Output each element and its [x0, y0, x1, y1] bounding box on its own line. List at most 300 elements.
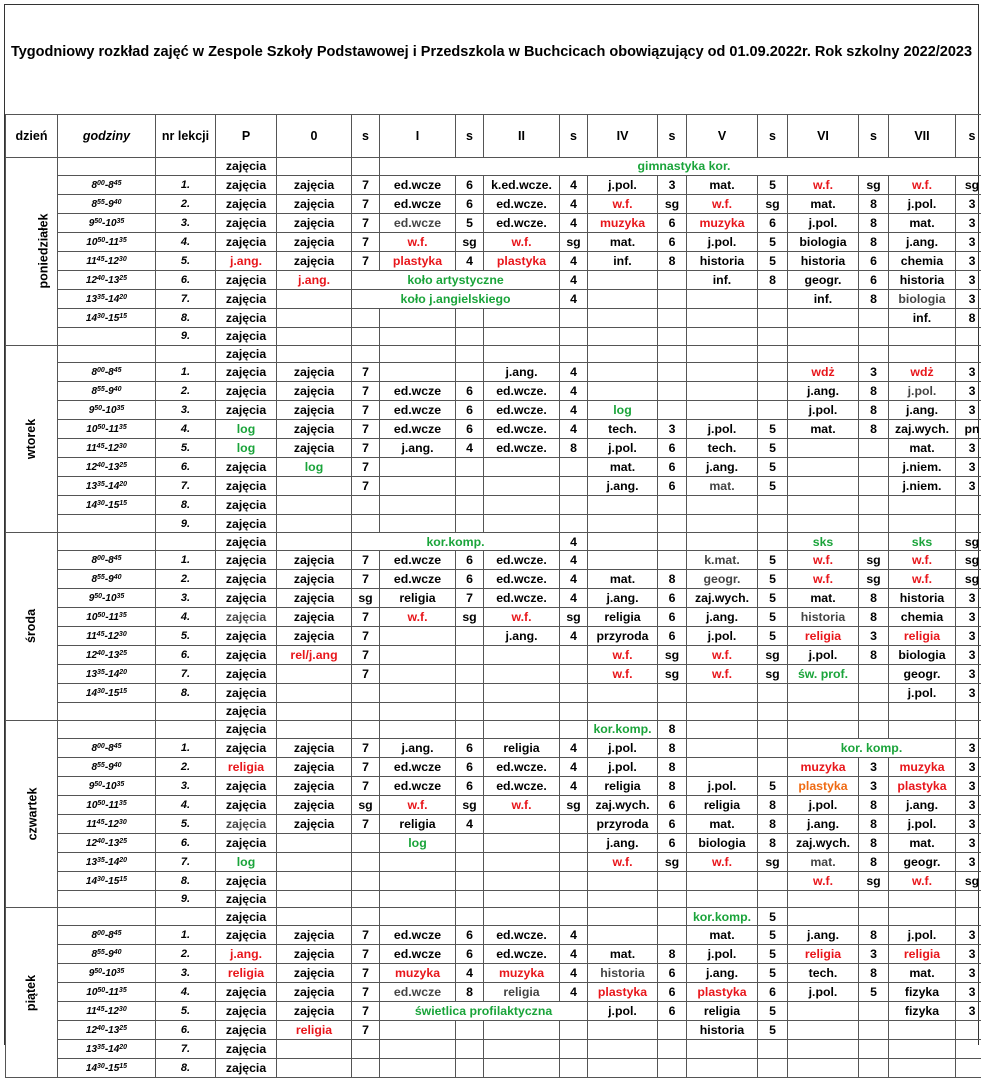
schedule-cell: zajęcia [277, 232, 352, 251]
empty-cell [588, 871, 658, 890]
column-header: V [687, 115, 758, 158]
schedule-cell: religia [687, 795, 758, 814]
schedule-cell: j.ang. [788, 814, 859, 833]
empty-cell [758, 363, 788, 382]
schedule-cell: religia [484, 738, 560, 757]
schedule-cell: gimnastyka kor. [380, 158, 981, 176]
schedule-cell: 8 [658, 720, 687, 738]
schedule-cell: sg [859, 871, 889, 890]
lesson-time: $11^{45}-12^{30}$ [58, 814, 156, 833]
schedule-cell: tech. [687, 439, 758, 458]
lesson-time: $8^{00}-8^{45}$ [58, 550, 156, 569]
schedule-cell: zajęcia [277, 213, 352, 232]
empty-cell [658, 515, 687, 533]
schedule-cell: tech. [788, 964, 859, 983]
schedule-cell: sks [889, 533, 956, 551]
empty-cell [758, 702, 788, 720]
schedule-cell [588, 270, 658, 289]
schedule-cell: ed.wcze [380, 569, 456, 588]
schedule-cell: ed.wcze [380, 983, 456, 1002]
empty-cell [889, 515, 956, 533]
empty-cell [560, 683, 588, 702]
empty-cell [859, 702, 889, 720]
table-row [6, 720, 981, 738]
empty-cell [484, 683, 560, 702]
empty-cell [658, 702, 687, 720]
schedule-cell: 7 [352, 645, 380, 664]
schedule-cell: geogr. [889, 852, 956, 871]
lesson-number: 4. [156, 983, 216, 1002]
schedule-cell: 8 [859, 213, 889, 232]
schedule-cell: 4 [560, 738, 588, 757]
lesson-number: 8. [156, 496, 216, 515]
empty-cell [484, 664, 560, 683]
schedule-cell: 6 [456, 175, 484, 194]
empty-cell [788, 477, 859, 496]
empty-cell [859, 720, 889, 738]
schedule-cell: log [216, 852, 277, 871]
schedule-cell: mat. [687, 926, 758, 945]
empty-cell [277, 308, 352, 327]
empty-cell [380, 702, 456, 720]
schedule-cell: w.f. [788, 569, 859, 588]
schedule-cell: j.ang. [216, 945, 277, 964]
schedule-cell: 4 [560, 401, 588, 420]
empty-cell [456, 477, 484, 496]
table-row [6, 645, 981, 664]
schedule-cell: zajęcia [277, 363, 352, 382]
schedule-cell: 7 [352, 213, 380, 232]
schedule-cell: 5 [758, 926, 788, 945]
empty-cell [588, 345, 658, 363]
schedule-cell: inf. [687, 270, 758, 289]
schedule-cell: 6 [658, 213, 687, 232]
schedule-cell: 6 [658, 795, 687, 814]
empty-cell [588, 533, 658, 551]
schedule-cell: zajęcia [216, 890, 277, 908]
column-header: s [456, 115, 484, 158]
schedule-cell: 7 [352, 983, 380, 1002]
schedule-cell: w.f. [788, 175, 859, 194]
schedule-cell: kor. komp. [788, 738, 956, 757]
lesson-time [58, 345, 156, 363]
lesson-number: 7. [156, 852, 216, 871]
schedule-cell: 4 [560, 569, 588, 588]
schedule-cell: zajęcia [216, 776, 277, 795]
schedule-cell: ed.wcze. [484, 420, 560, 439]
column-header: dzień [6, 115, 58, 158]
schedule-cell: 7 [352, 1021, 380, 1040]
schedule-cell: zajęcia [277, 194, 352, 213]
schedule-cell: j.ang. [788, 382, 859, 401]
empty-cell [687, 683, 758, 702]
schedule-cell: j.ang. [380, 738, 456, 757]
schedule-cell: 5 [758, 550, 788, 569]
schedule-cell: 8 [859, 607, 889, 626]
empty-cell [687, 345, 758, 363]
schedule-table [5, 114, 981, 1078]
schedule-cell: 4 [560, 983, 588, 1002]
schedule-cell: w.f. [889, 175, 956, 194]
schedule-cell: 4 [560, 363, 588, 382]
table-row [6, 1059, 981, 1078]
schedule-cell: inf. [788, 289, 859, 308]
schedule-cell: 8 [758, 795, 788, 814]
schedule-cell: zajęcia [277, 588, 352, 607]
empty-cell [277, 496, 352, 515]
empty-cell [456, 871, 484, 890]
lesson-time: $8^{00}-8^{45}$ [58, 926, 156, 945]
schedule-cell: sg [560, 607, 588, 626]
schedule-cell: ed.wcze [380, 420, 456, 439]
schedule-cell: zajęcia [216, 908, 277, 926]
schedule-cell: 3 [956, 270, 981, 289]
lesson-number: 2. [156, 569, 216, 588]
schedule-cell: 6 [658, 607, 687, 626]
table-row [6, 1040, 981, 1059]
empty-cell [658, 1040, 687, 1059]
lesson-number: 1. [156, 926, 216, 945]
table-row [6, 458, 981, 477]
table-row [6, 683, 981, 702]
schedule-cell: zajęcia [277, 776, 352, 795]
schedule-cell: mat. [588, 232, 658, 251]
schedule-cell: religia [216, 964, 277, 983]
schedule-cell: religia [788, 945, 859, 964]
table-row [6, 833, 981, 852]
schedule-cell: sg [352, 795, 380, 814]
empty-cell [560, 458, 588, 477]
schedule-cell: ed.wcze. [484, 776, 560, 795]
empty-cell [788, 458, 859, 477]
lesson-number: 1. [156, 175, 216, 194]
schedule-cell: 4 [560, 270, 588, 289]
schedule-cell: 5 [758, 458, 788, 477]
schedule-cell: ed.wcze. [484, 945, 560, 964]
empty-cell [788, 515, 859, 533]
schedule-cell: zajęcia [277, 738, 352, 757]
schedule-cell: zajęcia [216, 569, 277, 588]
schedule-cell: 8 [859, 232, 889, 251]
schedule-cell: 3 [956, 607, 981, 626]
schedule-cell: plastyka [588, 983, 658, 1002]
day-label: środa [23, 609, 39, 643]
empty-cell [788, 720, 859, 738]
schedule-cell: j.pol. [687, 945, 758, 964]
empty-cell [277, 515, 352, 533]
lesson-time: $10^{50}-11^{35}$ [58, 420, 156, 439]
empty-cell [758, 382, 788, 401]
schedule-cell: sg [658, 664, 687, 683]
empty-cell [788, 702, 859, 720]
column-header: nr lekcji [156, 115, 216, 158]
schedule-cell: zajęcia [216, 194, 277, 213]
schedule-cell: zajęcia [216, 683, 277, 702]
empty-cell [658, 890, 687, 908]
schedule-cell: sg [956, 871, 981, 890]
lesson-number: 7. [156, 289, 216, 308]
empty-cell [658, 926, 687, 945]
schedule-cell: sg [956, 175, 981, 194]
table-row [6, 213, 981, 232]
empty-cell [380, 363, 456, 382]
schedule-cell: w.f. [687, 852, 758, 871]
schedule-cell: koło j.angielskiego [352, 289, 560, 308]
empty-cell [380, 683, 456, 702]
empty-cell [788, 327, 859, 345]
empty-cell [484, 908, 560, 926]
schedule-cell: 8 [658, 945, 687, 964]
schedule-cell: historia [687, 251, 758, 270]
empty-cell [380, 1040, 456, 1059]
empty-cell [889, 908, 956, 926]
schedule-cell: zaj.wych. [889, 420, 956, 439]
schedule-cell: kor.komp. [352, 533, 560, 551]
empty-cell [658, 1059, 687, 1078]
empty-cell [380, 908, 456, 926]
schedule-cell: sg [658, 645, 687, 664]
empty-cell [456, 702, 484, 720]
schedule-cell: 7 [352, 964, 380, 983]
lesson-time: $14^{30}-15^{15}$ [58, 308, 156, 327]
schedule-cell: religia [380, 588, 456, 607]
schedule-cell: 7 [352, 477, 380, 496]
day-cell [6, 345, 58, 533]
empty-cell [456, 515, 484, 533]
schedule-cell: w.f. [484, 607, 560, 626]
schedule-cell: ed.wcze [380, 757, 456, 776]
schedule-cell: 3 [956, 289, 981, 308]
empty-cell [484, 1059, 560, 1078]
table-row [6, 738, 981, 757]
lesson-time: $9^{50}-10^{35}$ [58, 401, 156, 420]
empty-cell [560, 814, 588, 833]
schedule-cell: mat. [588, 945, 658, 964]
schedule-cell: zajęcia [216, 550, 277, 569]
day-cell [6, 720, 58, 908]
empty-cell [687, 496, 758, 515]
schedule-cell: mat. [889, 213, 956, 232]
table-row [6, 363, 981, 382]
schedule-cell: 6 [658, 477, 687, 496]
lesson-time: $13^{35}-14^{20}$ [58, 1040, 156, 1059]
schedule-cell: ed.wcze [380, 926, 456, 945]
schedule-cell: w.f. [788, 550, 859, 569]
lesson-time: $8^{55}-9^{40}$ [58, 945, 156, 964]
header-row [6, 115, 981, 158]
schedule-cell: 3 [956, 814, 981, 833]
schedule-cell: biologia [889, 645, 956, 664]
empty-cell [687, 363, 758, 382]
empty-cell [380, 1059, 456, 1078]
empty-cell [560, 833, 588, 852]
lesson-number [156, 345, 216, 363]
column-header: 0 [277, 115, 352, 158]
day-cell [6, 908, 58, 1078]
empty-cell [889, 720, 956, 738]
schedule-cell [277, 289, 352, 308]
empty-cell [484, 515, 560, 533]
schedule-cell: wdż [889, 363, 956, 382]
schedule-cell: w.f. [588, 194, 658, 213]
schedule-cell: 7 [352, 814, 380, 833]
schedule-cell: zajęcia [216, 345, 277, 363]
schedule-cell: zaj.wych. [588, 795, 658, 814]
empty-cell [658, 550, 687, 569]
schedule-cell: 7 [352, 607, 380, 626]
lesson-time [58, 720, 156, 738]
schedule-cell: zajęcia [216, 702, 277, 720]
schedule-cell: 4 [560, 588, 588, 607]
schedule-cell: 6 [456, 776, 484, 795]
empty-cell [758, 345, 788, 363]
schedule-cell: w.f. [484, 232, 560, 251]
empty-cell [687, 515, 758, 533]
empty-cell [484, 702, 560, 720]
lesson-time: $13^{35}-14^{20}$ [58, 664, 156, 683]
empty-cell [889, 1040, 956, 1059]
schedule-cell: j.pol. [588, 757, 658, 776]
empty-cell [859, 345, 889, 363]
lesson-time: $12^{40}-13^{25}$ [58, 270, 156, 289]
schedule-cell: ed.wcze [380, 194, 456, 213]
schedule-cell: j.pol. [588, 439, 658, 458]
lesson-time: $11^{45}-12^{30}$ [58, 1002, 156, 1021]
schedule-cell: sg [859, 175, 889, 194]
lesson-number: 3. [156, 964, 216, 983]
schedule-cell: pn [956, 420, 981, 439]
schedule-cell: zaj.wych. [687, 588, 758, 607]
schedule-cell: j.pol. [788, 983, 859, 1002]
empty-cell [758, 1059, 788, 1078]
schedule-cell: zajęcia [216, 477, 277, 496]
lesson-number: 6. [156, 458, 216, 477]
table-row [6, 175, 981, 194]
schedule-cell: 3 [859, 776, 889, 795]
empty-cell [588, 550, 658, 569]
lesson-number: 7. [156, 1040, 216, 1059]
schedule-cell: zajęcia [216, 270, 277, 289]
empty-cell [352, 327, 380, 345]
schedule-cell: 8 [859, 814, 889, 833]
schedule-cell: sg [758, 664, 788, 683]
empty-cell [456, 908, 484, 926]
column-header: godziny [58, 115, 156, 158]
empty-cell [588, 683, 658, 702]
schedule-cell: w.f. [380, 232, 456, 251]
empty-cell [658, 401, 687, 420]
empty-cell [658, 871, 687, 890]
empty-cell [758, 1040, 788, 1059]
lesson-number: 8. [156, 871, 216, 890]
schedule-cell: zajęcia [216, 496, 277, 515]
empty-cell [484, 645, 560, 664]
schedule-cell: kor.komp. [588, 720, 658, 738]
empty-cell [788, 1059, 859, 1078]
schedule-cell: 5 [758, 945, 788, 964]
schedule-cell: mat. [889, 439, 956, 458]
schedule-cell: plastyka [687, 983, 758, 1002]
schedule-cell: 8 [859, 420, 889, 439]
empty-cell [277, 852, 352, 871]
lesson-time: $14^{30}-15^{15}$ [58, 871, 156, 890]
schedule-cell: 8 [658, 757, 687, 776]
schedule-cell: 3 [859, 363, 889, 382]
empty-cell [788, 908, 859, 926]
schedule-cell: w.f. [380, 607, 456, 626]
schedule-cell: fizyka [889, 1002, 956, 1021]
schedule-cell: koło artystyczne [352, 270, 560, 289]
schedule-cell: muzyka [380, 964, 456, 983]
lesson-number: 7. [156, 477, 216, 496]
schedule-cell: ed.wcze. [484, 213, 560, 232]
schedule-cell: ed.wcze. [484, 926, 560, 945]
schedule-cell: 7 [352, 1002, 380, 1021]
empty-cell [352, 1059, 380, 1078]
empty-cell [758, 683, 788, 702]
schedule-cell: 7 [352, 401, 380, 420]
lesson-time: $13^{35}-14^{20}$ [58, 477, 156, 496]
empty-cell [788, 683, 859, 702]
schedule-cell: 6 [658, 439, 687, 458]
schedule-cell: zajęcia [216, 515, 277, 533]
empty-cell [687, 702, 758, 720]
schedule-cell: 3 [956, 738, 981, 757]
schedule-cell: mat. [687, 477, 758, 496]
schedule-cell: 7 [352, 363, 380, 382]
empty-cell [352, 833, 380, 852]
schedule-cell: 5 [456, 213, 484, 232]
schedule-cell: 3 [956, 251, 981, 270]
schedule-cell: 3 [956, 194, 981, 213]
schedule-cell [658, 289, 687, 308]
schedule-cell: 7 [352, 458, 380, 477]
schedule-cell: 3 [956, 683, 981, 702]
schedule-cell: 8 [859, 289, 889, 308]
schedule-cell: 5 [758, 626, 788, 645]
schedule-cell: plastyka [889, 776, 956, 795]
empty-cell [352, 515, 380, 533]
schedule-cell: j.pol. [889, 926, 956, 945]
schedule-cell: 4 [560, 533, 588, 551]
empty-cell [758, 720, 788, 738]
schedule-cell: 7 [352, 251, 380, 270]
schedule-cell: zajęcia [216, 1040, 277, 1059]
lesson-number: 3. [156, 401, 216, 420]
lesson-number: 6. [156, 645, 216, 664]
schedule-cell: zajęcia [277, 382, 352, 401]
schedule-cell: j.pol. [889, 814, 956, 833]
lesson-time: $14^{30}-15^{15}$ [58, 1059, 156, 1078]
empty-cell [352, 908, 380, 926]
schedule-cell: zajęcia [216, 926, 277, 945]
lesson-number: 5. [156, 1002, 216, 1021]
lesson-time: $11^{45}-12^{30}$ [58, 251, 156, 270]
schedule-cell: 4 [560, 626, 588, 645]
empty-cell [588, 515, 658, 533]
empty-cell [758, 757, 788, 776]
empty-cell [859, 890, 889, 908]
schedule-cell: tech. [588, 420, 658, 439]
schedule-cell: 5 [758, 588, 788, 607]
empty-cell [277, 890, 352, 908]
schedule-cell: 7 [352, 926, 380, 945]
schedule-cell: zajęcia [216, 607, 277, 626]
schedule-cell: 6 [456, 194, 484, 213]
schedule-cell: chemia [889, 607, 956, 626]
schedule-cell: j.ang. [216, 251, 277, 270]
empty-cell [560, 477, 588, 496]
